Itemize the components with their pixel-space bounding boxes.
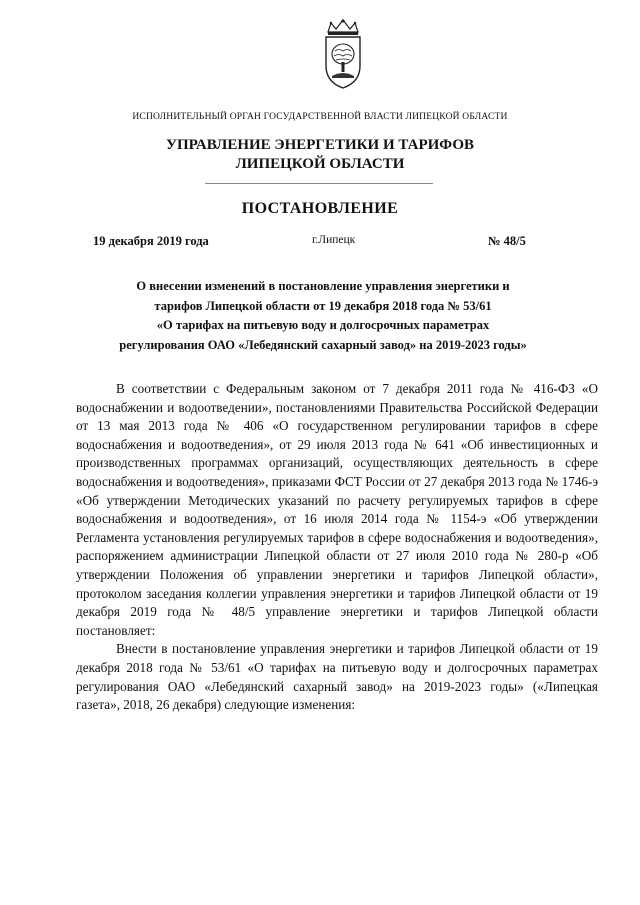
document-number: № 48/5 [488,234,526,248]
department-name-line-1: УПРАВЛЕНИЕ ЭНЕРГЕТИКИ И ТАРИФОВ [165,137,475,153]
document-city: г.Липецк [312,234,356,246]
document-type-title: ПОСТАНОВЛЕНИЕ [241,200,399,217]
body-paragraph-1: В соответствии с Федеральным законом от 7 декабря 2011 года № 416-ФЗ «О водоснабжении и водоотведении», постановлениями Правительства Российской Федерации от 13 мая 2013 года № 406 «О государственном регулировании тарифов в сфере водоснабжения и водоотведения», от 29 июля 2013 года № 641 «Об инвестиционных и производственных программах организаций, осуществляющих деятельность в сфере водоснабжения и водоотведения», приказами ФСТ России от 27 декабря 2013 года № 1746-э «Об утверждении Методических указаний по расчету регулируемых тарифов в сфере водоснабжения и водоотведения», от 16 июля 2014 года № 1154-э «Об утверждении Регламента установления регулируемых тарифов в сфере водоснабжения и водоотведения», распоряжением администрации Липецкой области от 27 июля 2010 года № 280-р «Об утверждении Положения об управлении энергетики и тарифов Липецкой области», протоколом заседания коллегии управления энергетики и тарифов Липецкой области от 19 декабря 2019 года № 48/5 управление энергетики и тарифов Липецкой области постановляет: [76,381,598,638]
subject-line-1: О внесении изменений в постановление управления энергетики и [136,279,510,293]
document-body [76,380,598,715]
subject-line-2: тарифов Липецкой области от 19 декабря 2018 года № 53/61 [154,298,492,313]
lipetsk-coat-of-arms-icon [318,18,368,90]
subject-line-4: регулирования ОАО «Лебедянский сахарный завод» на 2019-2023 годы» [119,337,527,352]
department-name [0,136,640,174]
document-subject [100,277,546,355]
issuing-authority: ИСПОЛНИТЕЛЬНЫЙ ОРГАН ГОСУДАРСТВЕННОЙ ВЛАСТИ ЛИПЕЦКОЙ ОБЛАСТИ [132,112,508,122]
header-divider [205,183,433,184]
body-paragraph-2: Внести в постановление управления энергетики и тарифов Липецкой области от 19 декабря 2018 года № 53/61 «О тарифах на питьевую воду и долгосрочных параметрах регулирования ОАО «Лебедянский сахарный завод» на 2019-2023 годы» («Липецкая газета», 2018, 26 декабря) следующие изменения: [76,641,598,713]
subject-line-3: «О тарифах на питьевую воду и долгосрочных параметрах [156,318,490,332]
document-date: 19 декабря 2019 года [93,234,209,248]
department-name-line-2: ЛИПЕЦКОЙ ОБЛАСТИ [235,156,405,172]
